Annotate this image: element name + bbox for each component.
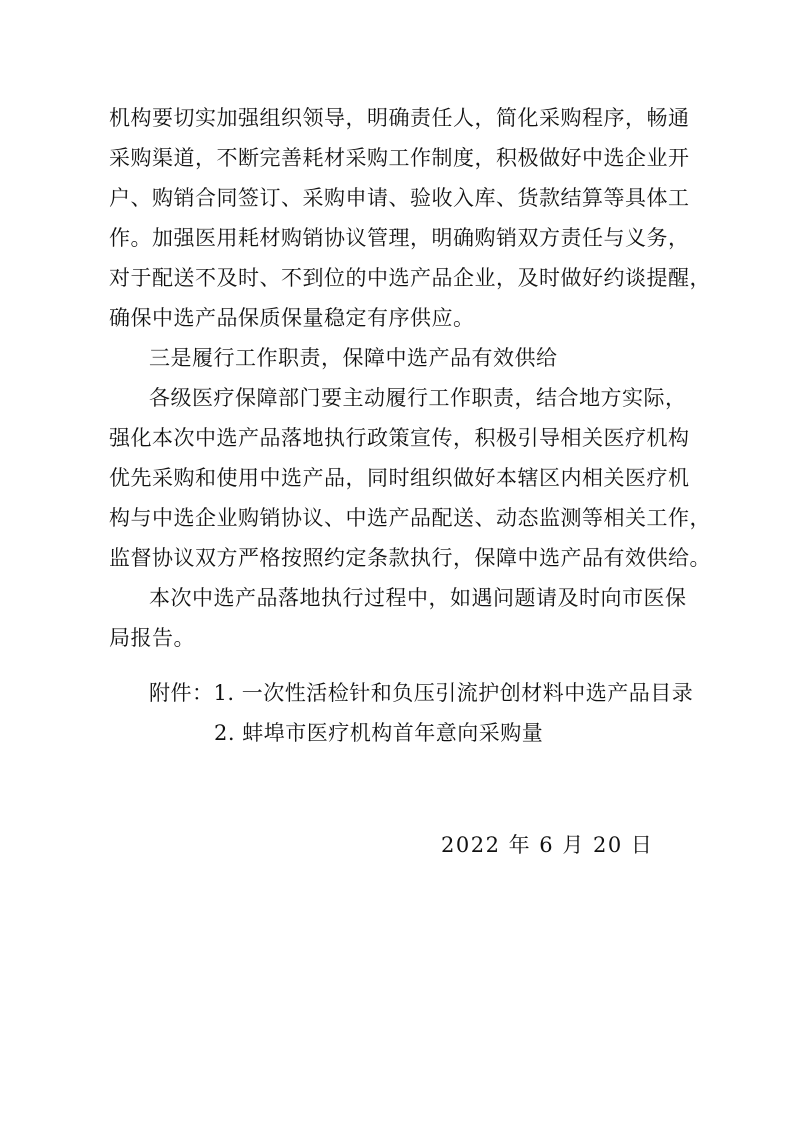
document-date: 2022 年 6 月 20 日	[441, 833, 654, 857]
paragraph-line: 户、购销合同签订、采购申请、验收入库、货款结算等具体工	[109, 186, 690, 210]
paragraph-line: 确保中选产品保质保量稳定有序供应。	[109, 306, 475, 330]
paragraph-line: 作。加强医用耗材购销协议管理，明确购销双方责任与义务，	[109, 226, 690, 250]
paragraph-line: 机构要切实加强组织领导，明确责任人，简化采购程序，畅通	[109, 106, 690, 130]
paragraph-line: 优先采购和使用中选产品，同时组织做好本辖区内相关医疗机	[109, 466, 690, 490]
attachment-1: 附件：1. 一次性活检针和负压引流护创材料中选产品目录	[149, 681, 694, 705]
paragraph-line: 强化本次中选产品落地执行政策宣传，积极引导相关医疗机构	[109, 426, 690, 450]
paragraph-line: 对于配送不及时、不到位的中选产品企业，及时做好约谈提醒，	[109, 266, 711, 290]
paragraph-line: 本次中选产品落地执行过程中，如遇问题请及时向市医保	[149, 586, 687, 610]
paragraph-line: 构与中选企业购销协议、中选产品配送、动态监测等相关工作，	[109, 506, 711, 530]
section-heading: 三是履行工作职责，保障中选产品有效供给	[149, 346, 558, 370]
paragraph-line: 采购渠道，不断完善耗材采购工作制度，积极做好中选企业开	[109, 146, 690, 170]
paragraph-line: 各级医疗保障部门要主动履行工作职责，结合地方实际，	[149, 386, 687, 410]
attachment-2: 2. 蚌埠市医疗机构首年意向采购量	[214, 721, 544, 745]
paragraph-line: 监督协议双方严格按照约定条款执行，保障中选产品有效供给。	[109, 546, 711, 570]
paragraph-line: 局报告。	[109, 626, 195, 650]
